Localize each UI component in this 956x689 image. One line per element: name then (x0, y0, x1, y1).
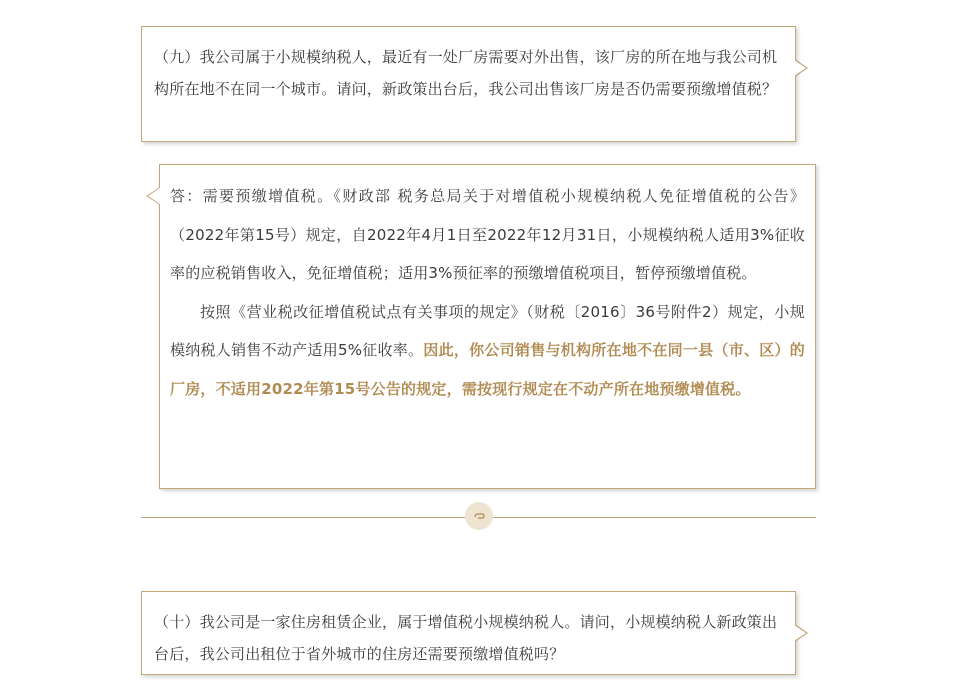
answer-9-paragraph-2-text: 按照《营业税改征增值税试点有关事项的规定》（财税〔2016〕36号附件2）规定，小规模纳税人销售不动产适用5%征收率。 (170, 302, 805, 359)
answer-9-paragraph-1: 答：需要预缴增值税。《财政部 税务总局关于对增值税小规模纳税人免征增值税的公告》（2022年第15号）规定，自2022年4月1日至2022年12月31日，小规模纳税人适用3%征收率的应税销售收入，免征增值税；适用3%预征率的预缴增值税项目，暂停预缴增值税。 (170, 187, 805, 282)
question-9-text: （九）我公司属于小规模纳税人，最近有一处厂房需要对外出售，该厂房的所在地与我公司机构所在地不在同一个城市。请问，新政策出台后，我公司出售该厂房是否仍需要预缴增值税？ (154, 48, 778, 98)
scroll-ornament-icon (472, 509, 486, 523)
speech-tail-right (795, 59, 808, 77)
question-9-bubble (141, 26, 796, 142)
question-10-text: （十）我公司是一家住房租赁企业，属于增值税小规模纳税人。请问，小规模纳税人新政策出台后，我公司出租位于省外城市的住房还需要预缴增值税吗？ (154, 613, 778, 663)
answer-9-highlight: 因此，你公司销售与机构所在地不在同一县（市、区）的厂房，不适用2022年第15号公告的规定，需按现行规定在不动产所在地预缴增值税。 (170, 341, 805, 398)
answer-9-bubble (159, 164, 816, 489)
question-10-bubble (141, 591, 796, 675)
divider-ornament (465, 502, 493, 530)
answer-9-paragraph-2 (170, 293, 805, 409)
speech-tail-right (795, 624, 808, 642)
speech-tail-left (146, 187, 160, 205)
